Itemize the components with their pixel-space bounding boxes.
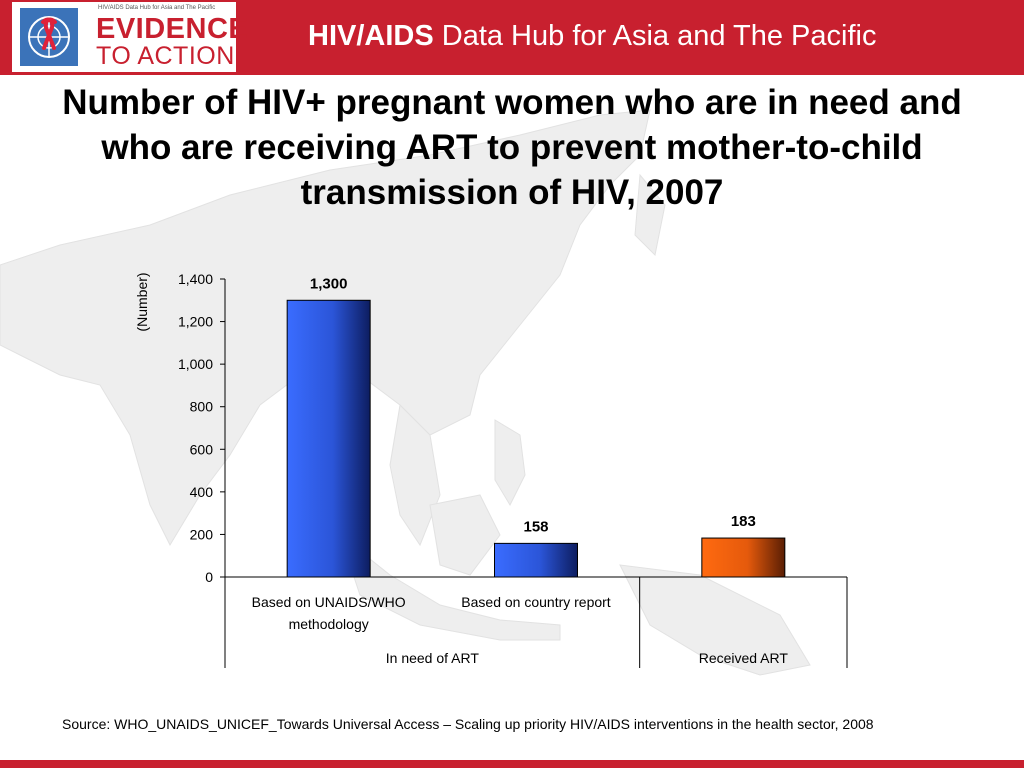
logo-evidence-text: EVIDENCE	[96, 13, 249, 45]
y-tick-label: 0	[205, 569, 213, 585]
source-note: Source: WHO_UNAIDS_UNICEF_Towards Universal Access – Scaling up priority HIV/AIDS interventions in the health sector, 2008	[62, 716, 874, 732]
data-label: 183	[730, 513, 756, 531]
logo-subtitle: HIV/AIDS Data Hub for Asia and The Pacific	[98, 5, 216, 11]
y-tick-label: 800	[189, 398, 213, 415]
group-label: In need of ART	[385, 650, 479, 666]
category-label: Based on UNAIDS/WHO	[251, 594, 406, 610]
y-tick-label: 600	[189, 441, 213, 458]
bar-2	[495, 543, 578, 577]
logo-to-action-text: TO ACTION	[96, 42, 235, 70]
hub-title-rest: Data Hub for Asia and The Pacific	[433, 20, 877, 52]
y-tick-label: 400	[189, 483, 213, 500]
y-tick-label: 200	[189, 526, 213, 543]
page-title: Number of HIV+ pregnant women who are in need and who are receiving ART to prevent mother-to-child transmission of HIV, 2007	[62, 83, 962, 212]
y-tick-label: 1,200	[177, 313, 213, 330]
hub-title-bold: HIV/AIDS	[308, 20, 434, 52]
y-axis-title: (Number)	[134, 272, 150, 332]
chart-bars	[287, 300, 785, 577]
bar-1	[287, 300, 370, 577]
data-label: 158	[523, 518, 549, 536]
category-label: Based on country report	[461, 594, 611, 610]
y-tick-label: 1,000	[177, 356, 213, 373]
group-label: Received ART	[698, 650, 788, 666]
category-label: methodology	[288, 616, 369, 632]
data-label: 1,300	[309, 275, 348, 293]
y-tick-label: 1,400	[177, 271, 213, 287]
footer-band	[0, 760, 1024, 768]
bar-3	[702, 538, 785, 577]
